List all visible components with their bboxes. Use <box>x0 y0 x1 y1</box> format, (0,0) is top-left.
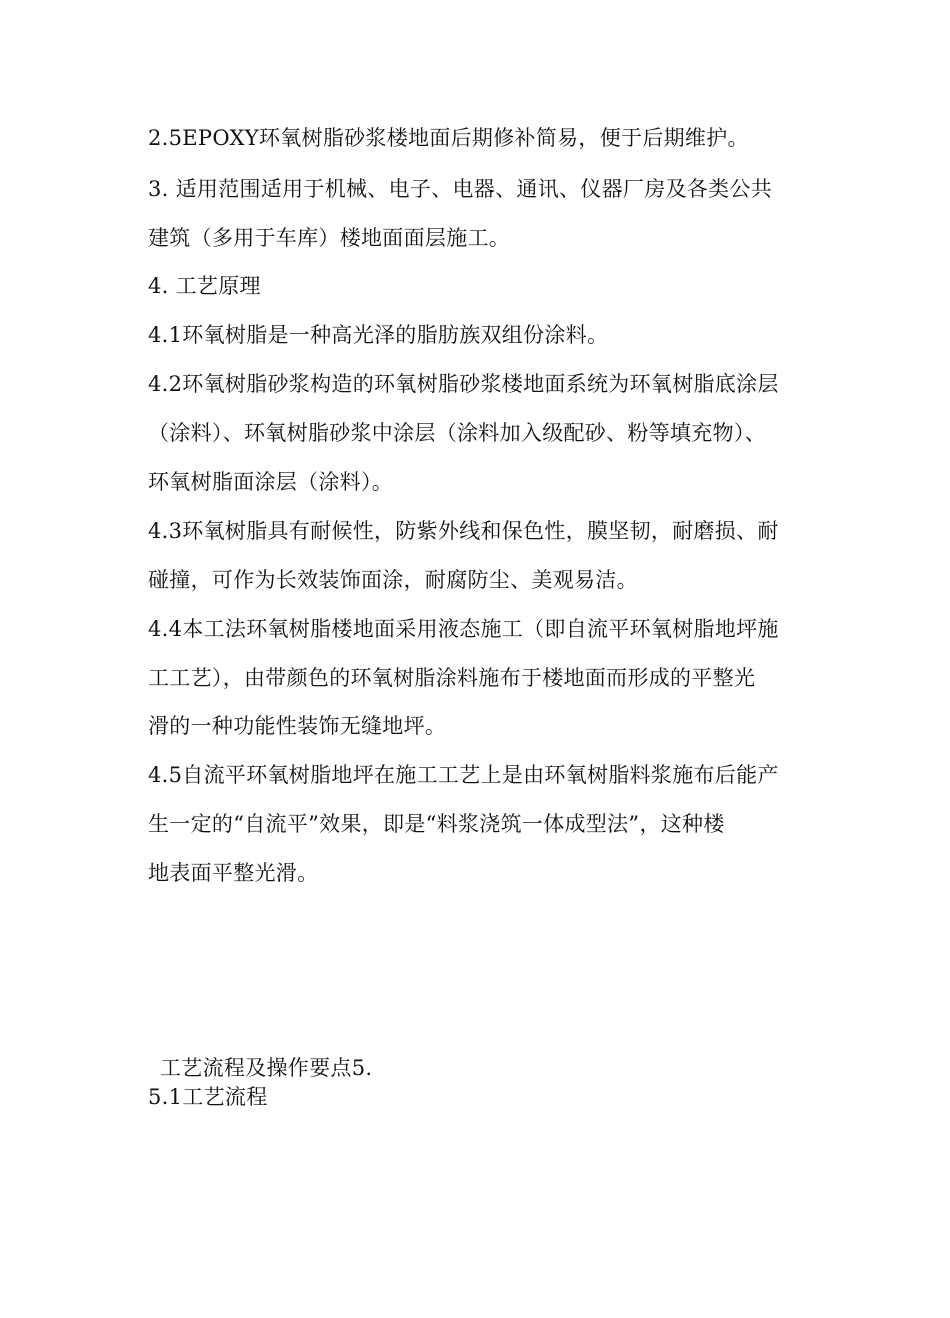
paragraph-2-5-line-1: 2.5EPOXY环氧树脂砂浆楼地面后期修补简易，便于后期维护。 <box>148 126 749 150</box>
paragraph-4-4-line-1: 4.4本工法环氧树脂楼地面采用液态施工（即自流平环氧树脂地坪施 <box>148 617 779 641</box>
paragraph-4-5-line-1: 4.5自流平环氧树脂地坪在施工工艺上是由环氧树脂料浆施布后能产 <box>148 763 779 787</box>
paragraph-4-3-line-1: 4.3环氧树脂具有耐候性，防紫外线和保色性，膜坚韧，耐磨损、耐 <box>148 519 779 543</box>
paragraph-4-2-line-1: 4.2环氧树脂砂浆构造的环氧树脂砂浆楼地面系统为环氧树脂底涂层 <box>148 372 779 396</box>
paragraph-4-4-line-2: 工工艺），由带颜色的环氧树脂涂料施布于楼地面而形成的平整光 <box>148 666 756 690</box>
subsection-5-1-heading: 5.1工艺流程 <box>148 1085 268 1109</box>
paragraph-4-4-line-3: 滑的一种功能性装饰无缝地坪。 <box>148 714 447 738</box>
paragraph-4-2-line-3: 环氧树脂面涂层（涂料）。 <box>148 470 394 494</box>
paragraph-4-1-line-1: 4.1环氧树脂是一种高光泽的脂肪族双组份涂料。 <box>148 323 609 347</box>
section-3-line-1: 3. 适用范围适用于机械、电子、电器、通讯、仪器厂房及各类公共 <box>148 177 773 201</box>
section-3-line-2: 建筑（多用于车库）楼地面面层施工。 <box>148 226 511 250</box>
paragraph-4-2-line-2: （涂料）、环氧树脂砂浆中涂层（涂料加入级配砂、粉等填充物）、 <box>148 421 766 445</box>
section-4-heading: 4. 工艺原理 <box>148 274 261 298</box>
paragraph-4-5-line-2: 生一定的“自流平”效果，即是“料浆浇筑一体成型法”，这种楼 <box>148 812 725 836</box>
paragraph-4-5-line-3: 地表面平整光滑。 <box>148 861 319 885</box>
paragraph-4-3-line-2: 碰撞，可作为长效装饰面涂，耐腐防尘、美观易洁。 <box>148 568 638 592</box>
section-5-heading: 工艺流程及操作要点5. <box>160 1056 373 1080</box>
